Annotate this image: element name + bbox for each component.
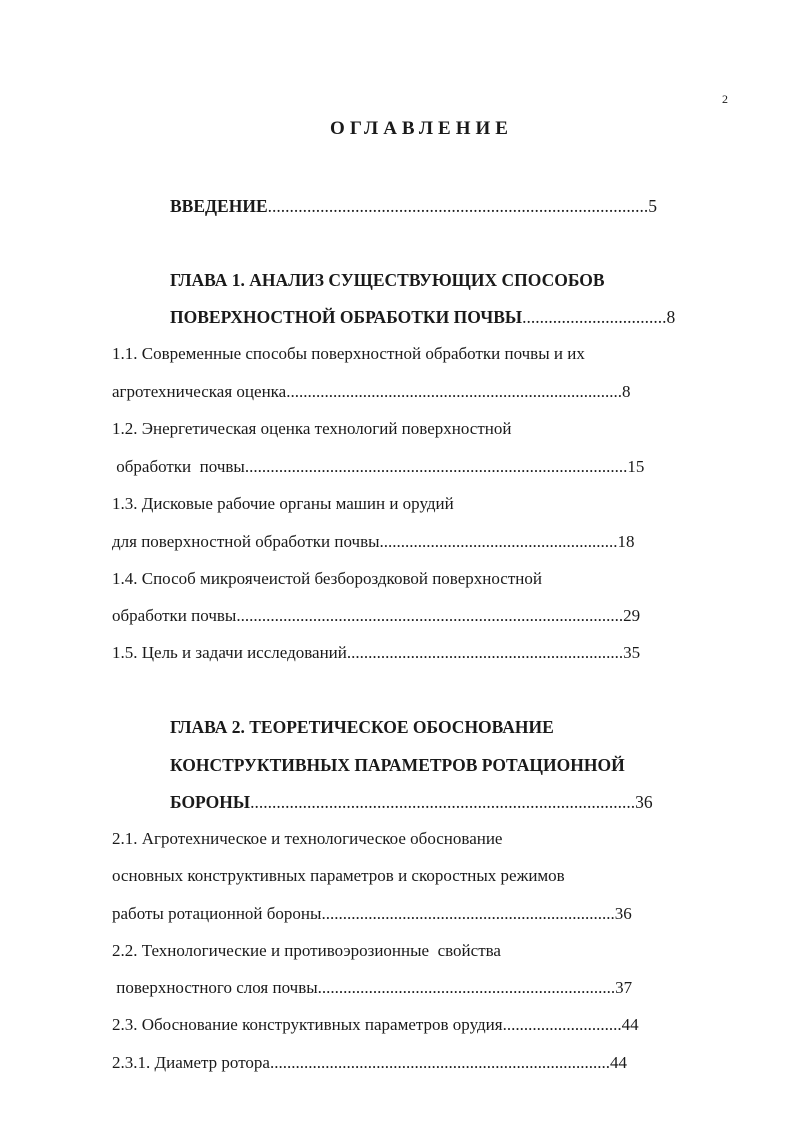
toc-entry	[170, 194, 657, 218]
toc-entry-text: 2.3.1. Диаметр ротора	[112, 1053, 270, 1072]
toc-entry-text: 1.5. Цель и задачи исследований	[112, 643, 347, 662]
toc-leader: ................................................................................	[269, 1053, 610, 1072]
toc-page: 35	[623, 643, 641, 662]
toc-entry-text: ПОВЕРХНОСТНОЙ ОБРАБОТКИ ПОЧВЫ	[170, 307, 523, 327]
toc-leader: ........................................................	[379, 532, 618, 551]
toc-entry-text: обработки почвы	[112, 606, 237, 625]
toc-leader: .................................................................	[346, 643, 624, 662]
toc-page: 36	[614, 904, 632, 923]
toc-entry-text: 2.2. Технологические и противоэрозионные свойства	[112, 941, 501, 960]
toc-entry-text: работы ротационной бороны	[112, 904, 322, 923]
toc-entry	[112, 455, 644, 479]
toc-leader: ............................	[502, 1015, 622, 1034]
toc-entry-text: 1.2. Энергетическая оценка технологий поверхностной	[112, 419, 512, 438]
toc-entry-text: БОРОНЫ	[170, 792, 251, 812]
toc-leader: .......................................................................................	[267, 196, 649, 216]
toc-leader: ...............................................................................	[286, 382, 622, 401]
toc-page: 15	[627, 457, 645, 476]
toc-page: 8	[621, 382, 631, 401]
toc-entry-text: агротехническая оценка	[112, 382, 287, 401]
toc-entry	[112, 604, 640, 628]
toc-entry	[170, 790, 653, 814]
chapter-heading: КОНСТРУКТИВНЫХ ПАРАМЕТРОВ РОТАЦИОННОЙ	[170, 755, 625, 775]
toc-entry	[112, 380, 630, 404]
toc-entry	[170, 305, 675, 329]
toc-page: 36	[635, 792, 653, 812]
toc-page: 44	[621, 1015, 639, 1034]
toc-leader: ......................................................................	[317, 978, 616, 997]
toc-leader: ...........................................................................................	[236, 606, 624, 625]
toc-entry-text: 2.1. Агротехническое и технологическое обоснование	[112, 829, 503, 848]
toc-entry-text: ВВЕДЕНИЕ	[170, 196, 268, 216]
toc-entry-text: обработки почвы	[112, 457, 245, 476]
toc-leader: ........................................................................................	[250, 792, 636, 812]
toc-entry	[112, 1051, 627, 1075]
toc-leader: .....................................................................	[321, 904, 615, 923]
toc-entry-text: 1.4. Способ микроячеистой безбороздковой поверхностной	[112, 569, 542, 588]
toc-entry	[112, 976, 632, 1000]
toc-entry	[112, 641, 640, 665]
toc-page: 37	[615, 978, 633, 997]
toc-entry-text: поверхностного слоя почвы	[112, 978, 318, 997]
toc-page: 5	[648, 196, 658, 216]
toc-entry-text: для поверхностной обработки почвы	[112, 532, 380, 551]
page-number: 2	[722, 92, 728, 106]
toc-entry-text: основных конструктивных параметров и скоростных режимов	[112, 866, 565, 885]
toc-page: 8	[666, 307, 676, 327]
toc-entry-text: 1.3. Дисковые рабочие органы машин и орудий	[112, 494, 454, 513]
toc-leader: .................................	[522, 307, 667, 327]
toc-entry-text: 2.3. Обоснование конструктивных параметров орудия	[112, 1015, 503, 1034]
toc-page: 29	[623, 606, 641, 625]
chapter-heading: ГЛАВА 2. ТЕОРЕТИЧЕСКОЕ ОБОСНОВАНИЕ	[170, 717, 554, 737]
page-title: ОГЛАВЛЕНИЕ	[330, 118, 513, 139]
toc-entry	[112, 902, 632, 926]
toc-page: 18	[617, 532, 635, 551]
toc-entry	[112, 530, 635, 554]
chapter-heading: ГЛАВА 1. АНАЛИЗ СУЩЕСТВУЮЩИХ СПОСОБОВ	[170, 270, 605, 290]
toc-entry	[112, 1013, 639, 1037]
toc-page: 44	[609, 1053, 627, 1072]
toc-leader: ..........................................................................................	[244, 457, 628, 476]
toc-entry-text: 1.1. Современные способы поверхностной обработки почвы и их	[112, 344, 585, 363]
